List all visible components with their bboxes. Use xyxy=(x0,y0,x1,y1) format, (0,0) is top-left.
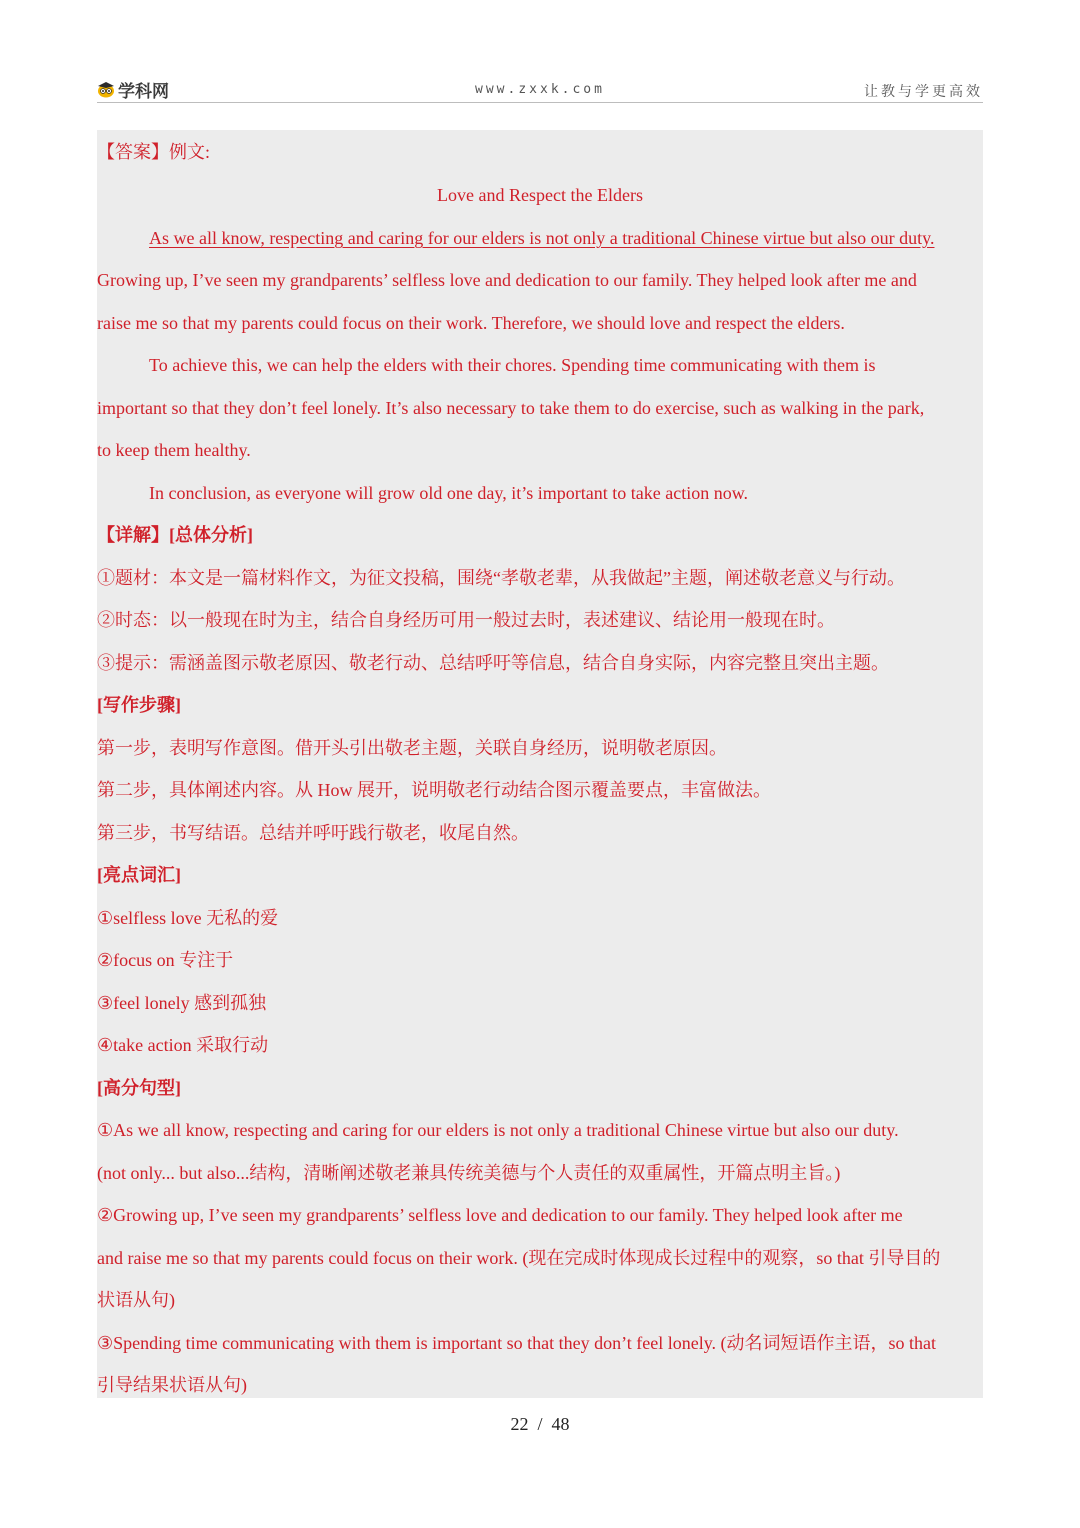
site-url: www.zxxk.com xyxy=(475,82,605,97)
vocab-heading: [亮点词汇] xyxy=(97,865,181,885)
vocab-item-3: ③feel lonely 感到孤独 xyxy=(97,993,267,1013)
page-header xyxy=(97,76,983,103)
sentence-2-line-2: and raise me so that my parents could focus on their work. (现在完成时体现成长过程中的观察，so that 引导目的 xyxy=(97,1248,941,1268)
sentence-3-line-2: 引导结果状语从句) xyxy=(97,1375,247,1395)
vocab-item-4: ④take action 采取行动 xyxy=(97,1035,269,1055)
sentence-3-line-1: ③Spending time communicating with them is important so that they don’t feel lonely. (动名词短语作主语，so that xyxy=(97,1333,937,1353)
vocab-item-2: ②focus on 专注于 xyxy=(97,950,234,970)
essay-line-6: to keep them healthy. xyxy=(97,440,251,460)
steps-heading: [写作步骤] xyxy=(97,695,181,715)
header-slogan: 让教与学更高效 xyxy=(864,84,983,100)
step-1: 第一步，表明写作意图。借开头引出敬老主题，关联自身经历，说明敬老原因。 xyxy=(97,738,727,758)
sentence-2-line-3: 状语从句) xyxy=(97,1290,175,1310)
essay-line-7: In conclusion, as everyone will grow old one day, it’s important to take action now. xyxy=(149,483,749,503)
essay-line-2: Growing up, I’ve seen my grandparents’ selfless love and dedication to our family. They helped look after me and xyxy=(97,270,917,290)
analysis-item-1: ①题材：本文是一篇材料作文，为征文投稿，围绕“孝敬老辈，从我做起”主题，阐述敬老意义与行动。 xyxy=(97,568,905,588)
page-separator: / xyxy=(537,1414,543,1434)
essay-line-3: raise me so that my parents could focus on their work. Therefore, we should love and respect the elders. xyxy=(97,313,845,333)
sentence-1-line-1: ①As we all know, respecting and caring for our elders is not only a traditional Chinese virtue but also our duty. xyxy=(97,1120,899,1140)
logo-text: 学科网 xyxy=(118,81,169,102)
essay-title: Love and Respect the Elders xyxy=(437,185,643,205)
analysis-item-2: ②时态：以一般现在时为主，结合自身经历可用一般过去时，表述建议、结论用一般现在时。 xyxy=(97,610,835,630)
sentences-heading: [高分句型] xyxy=(97,1078,181,1098)
page-total: 48 xyxy=(551,1414,570,1434)
sentence-2-line-1: ②Growing up, I’ve seen my grandparents’ selfless love and dedication to our family. They helped look after me xyxy=(97,1205,903,1225)
page-current: 22 xyxy=(510,1414,529,1434)
essay-line-4: To achieve this, we can help the elders with their chores. Spending time communicating with them is xyxy=(149,355,876,375)
analysis-item-3: ③提示：需涵盖图示敬老原因、敬老行动、总结呼吁等信息，结合自身实际，内容完整且突出主题。 xyxy=(97,653,889,673)
vocab-item-1: ①selfless love 无私的爱 xyxy=(97,908,279,928)
answer-label: 【答案】例文: xyxy=(97,142,211,162)
step-2: 第二步，具体阐述内容。从 How 展开，说明敬老行动结合图示覆盖要点，丰富做法。 xyxy=(97,780,771,800)
detail-heading: 【详解】[总体分析] xyxy=(97,525,253,545)
page-number xyxy=(0,1414,1080,1435)
step-3: 第三步，书写结语。总结并呼吁践行敬老，收尾自然。 xyxy=(97,823,529,843)
sentence-1-line-2: (not only... but also...结构，清晰阐述敬老兼具传统美德与个人责任的双重属性，开篇点明主旨。) xyxy=(97,1163,841,1183)
essay-line-1: As we all know, respecting and caring for our elders is not only a traditional Chinese virtue but also our duty. xyxy=(149,228,935,248)
essay-line-5: important so that they don’t feel lonely. It’s also necessary to take them to do exercise, such as walking in the park, xyxy=(97,398,925,418)
